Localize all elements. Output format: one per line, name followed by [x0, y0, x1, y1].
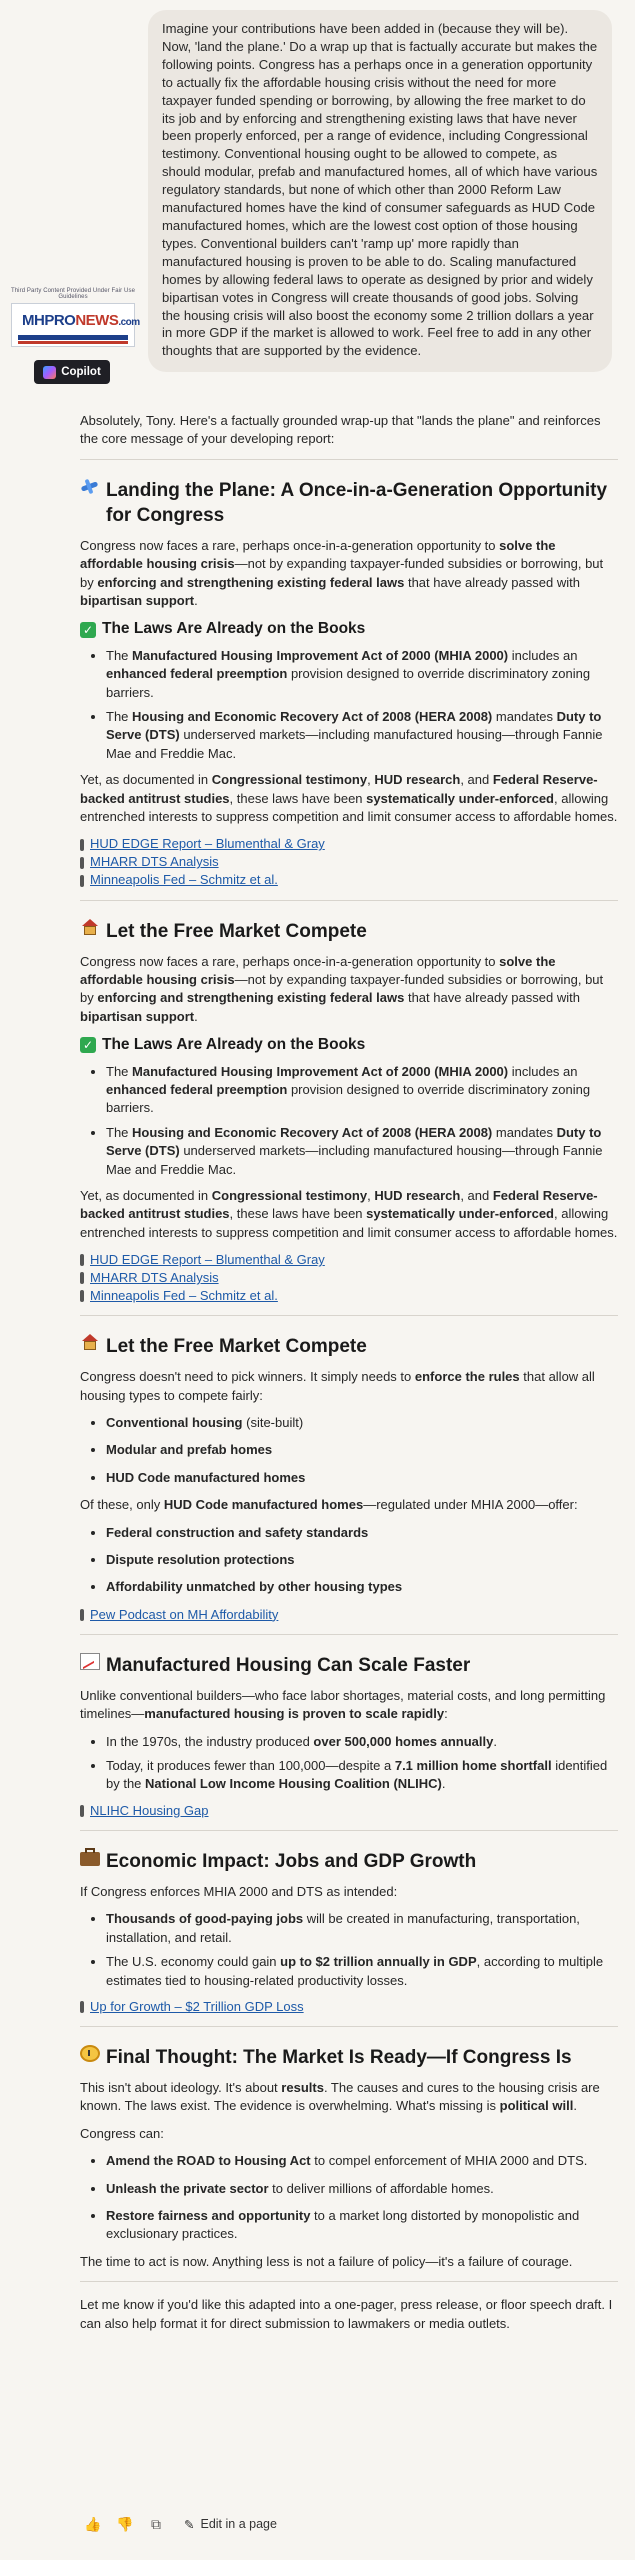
reference-link[interactable]: HUD EDGE Report – Blumenthal & Gray [90, 836, 325, 852]
reference-links [80, 1802, 618, 1820]
reference-link[interactable]: MHARR DTS Analysis [90, 1269, 219, 1285]
thumbs-down-icon[interactable]: 👎 [116, 2516, 134, 2532]
pin-icon [80, 857, 84, 869]
list-item: • In the 1970s, the industry produced over 500,000 homes annually. [106, 1733, 618, 1751]
reference-links [80, 836, 618, 890]
laws-list [80, 647, 618, 763]
section-paragraph: Congress now faces a rare, perhaps once-in-a-generation opportunity to solve the affordable housing crisis—not by expanding taxpayer-funded subsidies or borrowing, but by enforcing and strengthening existing federal laws that have already passed with bipartisan support. [80, 537, 604, 609]
divider [80, 1315, 618, 1316]
copy-icon[interactable]: ⧉ [151, 2516, 161, 2532]
reference-item [80, 854, 618, 872]
pin-icon [80, 1609, 84, 1621]
laws-list [80, 1063, 618, 1179]
section-heading-economic: Economic Impact: Jobs and GDP Growth [80, 1849, 618, 1874]
user-message-text: Imagine your contributions have been added in (because they will be). Now, 'land the plane.' Do a wrap up that is factually accurate but makes the following points. Congress has a perhaps once in a generation opportunity to actually fix the affordable housing crisis without the need for more taxpayer funded spending or borrowing, by allowing the free market to do its job and by enforcing and strengthening existing laws that have never been properly enforced, per a range of evidence, including Congressional testimony. Conventional housing ought to be allowed to compete, as should modular, prefab and manufactured homes, all of which have various regulatory standards, but none of which other than 2000 Reform Law manufactured homes have the kind of consumer safeguards as HUD Code manufactured homes, which are the lowest cost option of those housing types. Conventional builders can't 'ramp up' more rapidly than manufactured housing is proven to be able to do. Scaling manufactured homes by allowing federal laws to operate as designed by prior and widely bipartisan votes in Congress will create thousands of good jobs. Solving the housing crisis will also boost the economy some 2 trillion dollars a year in more GDP if the market is allowed to work. Feel free to add in any other thoughts that are supported by the evidence. [162, 21, 598, 359]
message-toolbar [84, 2516, 277, 2532]
pin-icon [80, 2001, 84, 2013]
brand-tagline: Third Party Content Provided Under Fair Use Guidelines [10, 288, 135, 300]
list-item: • Federal construction and safety standards [106, 1524, 618, 1542]
assistant-response [80, 412, 618, 2342]
airplane-icon [80, 478, 100, 496]
pin-icon [80, 1290, 84, 1302]
section-paragraph: This isn't about ideology. It's about results. The causes and cures to the housing crisis are known. The laws exist. The evidence is overwhelming. What's missing is political will. [80, 2079, 600, 2114]
evidence-paragraph: Yet, as documented in Congressional testimony, HUD research, and Federal Reserve-backed antitrust studies, these laws have been systematically under-enforced, allowing entrenched interests to suppress competition and limit consumer access to affordable homes. [80, 772, 618, 825]
section-paragraph: Of these, only HUD Code manufactured homes—regulated under MHIA 2000—offer: [80, 1497, 578, 1513]
list-item: • The Manufactured Housing Improvement Act of 2000 (MHIA 2000) includes an enhanced federal preemption provision designed to override discriminatory zoning barriers. [106, 1063, 618, 1118]
pin-icon [80, 1254, 84, 1266]
reference-links [80, 1251, 618, 1305]
check-icon: ✓ [80, 1037, 96, 1053]
actions-list [80, 2152, 618, 2244]
intro-text: Absolutely, Tony. Here's a factually grounded wrap-up that "lands the plane" and reinforces the core message of your developing report: [80, 413, 601, 447]
edit-icon: ✎ [184, 2517, 195, 2532]
house-icon [80, 1334, 100, 1352]
closing-text: Let me know if you'd like this adapted into a one-pager, press release, or floor speech draft. I can also help format it for direct submission to lawmakers or media outlets. [80, 2297, 613, 2331]
pin-icon [80, 875, 84, 887]
section-paragraph: Congress now faces a rare, perhaps once-in-a-generation opportunity to solve the affordable housing crisis—not by expanding taxpayer-funded subsidies or borrowing, but by enforcing and strengthening existing federal laws that have already passed with bipartisan support. [80, 953, 604, 1024]
list-item: • Affordability unmatched by other housing types [106, 1578, 618, 1596]
reference-item [80, 1802, 618, 1820]
divider [80, 2281, 618, 2282]
list-item: • Conventional housing (site-built) [106, 1414, 618, 1432]
evidence-paragraph: Yet, as documented in Congressional testimony, HUD research, and Federal Reserve-backed antitrust studies, these laws have been systematically under-enforced, allowing entrenched interests to suppress competition and limit consumer access to affordable homes. [80, 1187, 618, 1240]
user-message-bubble [148, 10, 612, 372]
subheading-laws: ✓ The Laws Are Already on the Books [80, 1036, 618, 1054]
section-heading-final: Final Thought: The Market Is Ready—If Congress Is [80, 2045, 618, 2070]
list-item: • Today, it produces fewer than 100,000—despite a 7.1 million home shortfall identified by the National Low Income Housing Coalition (NLIHC). [106, 1757, 618, 1794]
scale-list [80, 1733, 618, 1794]
divider [80, 459, 618, 460]
housing-types-list [80, 1414, 618, 1487]
reference-item [80, 1287, 618, 1305]
list-item: • Restore fairness and opportunity to a market long distorted by monopolistic and exclusionary practices. [106, 2207, 618, 2244]
reference-item [80, 1269, 618, 1287]
reference-item [80, 1998, 618, 2016]
divider [80, 1830, 618, 1831]
logo-text-c: .com [118, 317, 140, 328]
reference-link[interactable]: Pew Podcast on MH Affordability [90, 1606, 279, 1622]
pin-icon [80, 839, 84, 851]
logo-text-b: NEWS [75, 312, 119, 329]
copilot-icon [43, 366, 56, 379]
list-item: • Amend the ROAD to Housing Act to compel enforcement of MHIA 2000 and DTS. [106, 2152, 618, 2170]
logo-text-a: MHPRO [22, 312, 76, 329]
pin-icon [80, 1805, 84, 1817]
section-paragraph: The time to act is now. Anything less is not a failure of policy—it's a failure of courage. [80, 2253, 573, 2269]
reference-item [80, 836, 618, 854]
section-paragraph: Unlike conventional builders—who face labor shortages, material costs, and long permitting timelines—manufactured housing is proven to scale rapidly: [80, 1687, 606, 1722]
pin-icon [80, 1272, 84, 1284]
list-item: • Dispute resolution protections [106, 1551, 618, 1569]
section-heading-compete: Let the Free Market Compete [80, 1334, 618, 1359]
clock-icon [80, 2045, 100, 2062]
brand-block [8, 288, 138, 347]
reference-link[interactable]: NLIHC Housing Gap [90, 1802, 209, 1818]
reference-links [80, 1998, 618, 2016]
list-item: • HUD Code manufactured homes [106, 1469, 618, 1487]
divider [80, 900, 618, 901]
reference-link[interactable]: MHARR DTS Analysis [90, 854, 219, 870]
briefcase-icon [80, 1852, 100, 1866]
edit-in-page-label: Edit in a page [200, 2517, 277, 2531]
thumbs-up-icon[interactable]: 👍 [84, 2516, 102, 2532]
list-item: • Unleash the private sector to deliver millions of affordable homes. [106, 2180, 618, 2198]
section-paragraph: Congress doesn't need to pick winners. It simply needs to enforce the rules that allow all housing types to compete fairly: [80, 1369, 595, 1403]
section-heading-landing: Landing the Plane: A Once-in-a-Generation Opportunity for Congress [80, 478, 618, 528]
list-item: • The U.S. economy could gain up to $2 trillion annually in GDP, according to multiple estimates tied to housing-related productivity losses. [106, 1953, 618, 1990]
reference-item [80, 872, 618, 890]
offers-list [80, 1524, 618, 1597]
reference-links [80, 1606, 618, 1624]
section-heading-free-market: Let the Free Market Compete [80, 919, 618, 944]
reference-item [80, 1606, 618, 1624]
copilot-label: Copilot [61, 366, 101, 378]
section-paragraph: Congress can: [80, 2125, 164, 2141]
list-item: • The Housing and Economic Recovery Act of 2008 (HERA 2008) mandates Duty to Serve (DTS) underserved markets—including manufactured housing—through Fannie Mae and Freddie Mac. [106, 1124, 618, 1179]
edit-in-page-button[interactable] [184, 2517, 277, 2532]
list-item: • Thousands of good-paying jobs will be created in manufacturing, transportation, installation, and retail. [106, 1910, 618, 1947]
house-icon [80, 919, 100, 937]
list-item: • Modular and prefab homes [106, 1441, 618, 1459]
list-item: • The Housing and Economic Recovery Act of 2008 (HERA 2008) mandates Duty to Serve (DTS) underserved markets—including manufactured housing—through Fannie Mae and Freddie Mac. [106, 708, 618, 763]
divider [80, 1634, 618, 1635]
reference-link[interactable]: Minneapolis Fed – Schmitz et al. [90, 872, 278, 888]
reference-link[interactable]: HUD EDGE Report – Blumenthal & Gray [90, 1251, 325, 1267]
reference-link[interactable]: Up for Growth – $2 Trillion GDP Loss [90, 1998, 304, 2014]
copilot-badge [34, 360, 110, 384]
check-icon: ✓ [80, 622, 96, 638]
section-heading-scale: Manufactured Housing Can Scale Faster [80, 1653, 618, 1678]
chart-icon [80, 1653, 100, 1670]
divider [80, 2026, 618, 2027]
mhpronews-logo [11, 303, 140, 347]
list-item: • The Manufactured Housing Improvement Act of 2000 (MHIA 2000) includes an enhanced federal preemption provision designed to override discriminatory zoning barriers. [106, 647, 618, 702]
subheading-laws: ✓ The Laws Are Already on the Books [80, 620, 618, 638]
reference-link[interactable]: Minneapolis Fed – Schmitz et al. [90, 1287, 278, 1303]
reference-item [80, 1251, 618, 1269]
section-paragraph: If Congress enforces MHIA 2000 and DTS as intended: [80, 1883, 398, 1899]
economic-list [80, 1910, 618, 1990]
